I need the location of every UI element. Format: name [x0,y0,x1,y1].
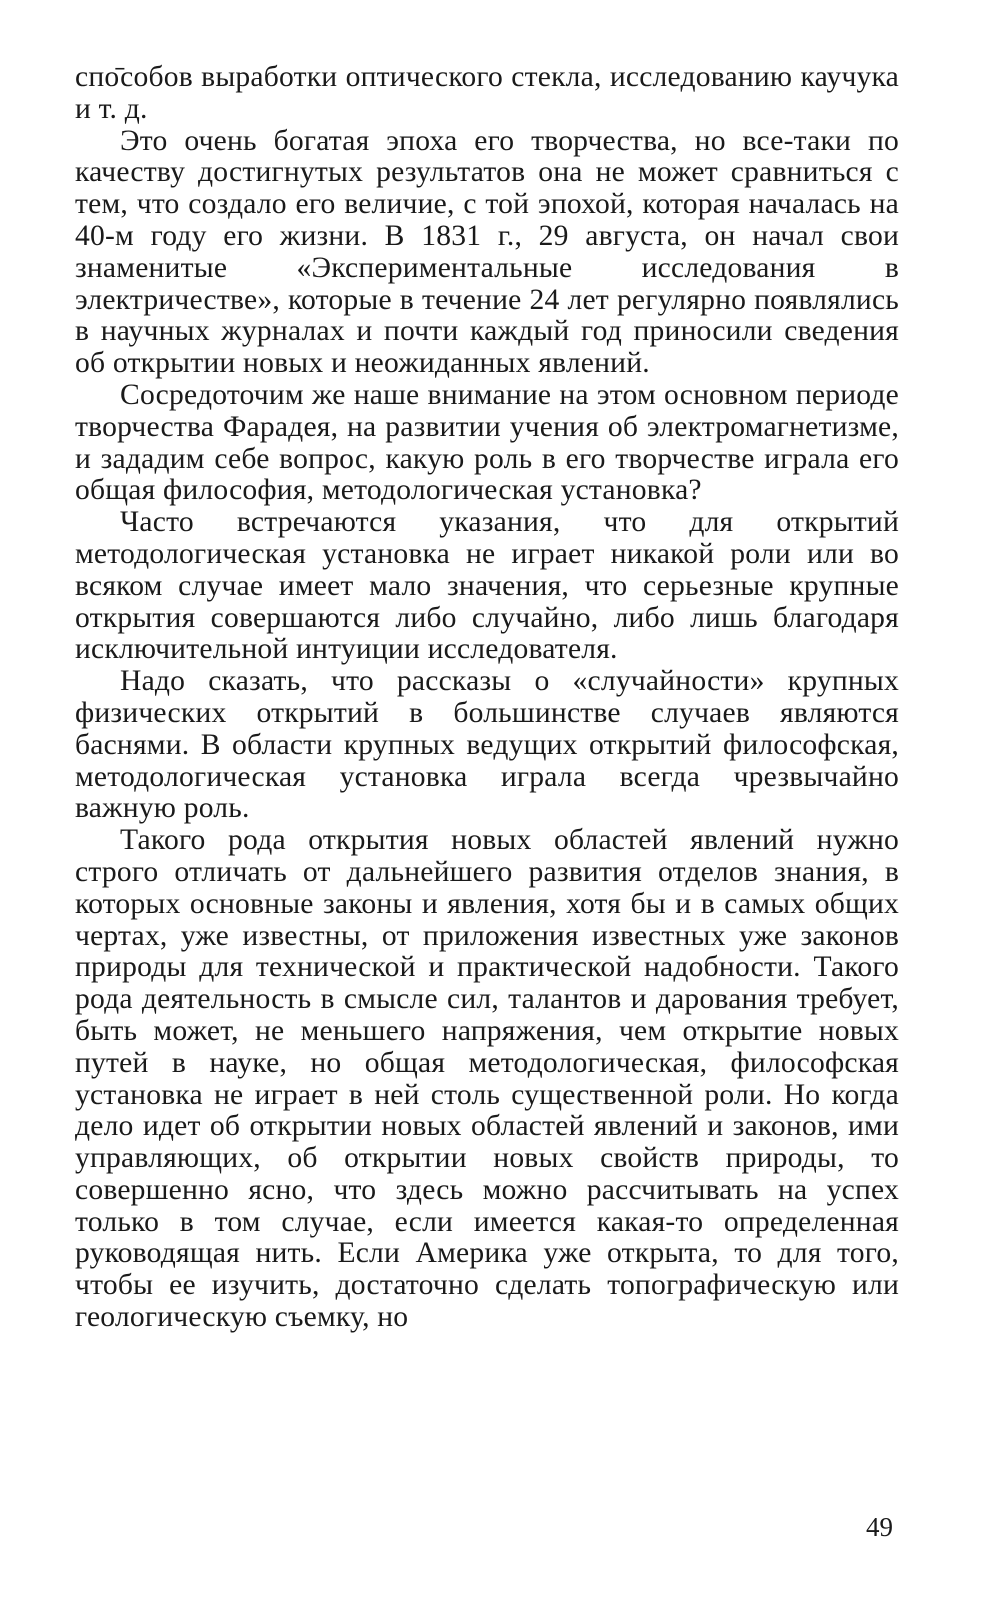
paragraph-continuation: спо̄собов выработки оптического стекла, исследованию каучука и т. д. [75,61,899,125]
page-number: 49 [866,1512,893,1542]
paragraph: Это очень богатая эпоха его творчества, но все-таки по качеству достигнутых результатов она не может сравниться с тем, что создало его величие, с той эпохой, которая началась на 40-м году его жизни. В 1831 г., 29 августа, он начал свои знаменитые «Экспериментальные исследования в электричестве», которые в течение 24 лет регулярно появлялись в научных журналах и почти каждый год приносили сведения об открытии новых и неожиданных явлений. [75,124,899,380]
paragraph: Такого рода открытия новых областей явлений нужно строго отличать от дальнейшего развития отделов знания, в которых основные законы и явления, хотя бы и в самых общих чертах, уже известны, от приложения известных уже законов природы для технической и практической надобности. Такого рода деятельность в смысле сил, талантов и дарования требует, быть может, не меньшего напряжения, чем открытие новых путей в науке, но общая методологическая, философская установка не играет в ней столь существенной роли. Но когда дело идет об открытии новых областей явлений и законов, ими управляющих, об открытии новых свойств природы, то совершенно ясно, что здесь можно рассчитывать на успех только в том случае, если имеется какая-то определенная руководящая нить. Если Америка уже открыта, то для того, чтобы ее изучить, достаточно сделать топографическую или геологическую съемку, но [75,824,899,1334]
paragraph: Часто встречаются указания, что для открытий методологическая установка не играет никакой роли или во всяком случае имеет мало значения, что серьезные крупные открытия совершаются либо случайно, либо лишь благодаря исключительной интуиции исследователя. [75,506,899,666]
paragraph: Сосредоточим же наше внимание на этом основном периоде творчества Фарадея, на развитии учения об электромагнетизме, и зададим себе вопрос, какую роль в его творчестве играла его общая философия, методологическая установка? [75,378,899,507]
paragraph: Надо сказать, что рассказы о «случайности» крупных физических открытий в большинстве случаев являются баснями. В области крупных ведущих открытий философская, методологическая установка играла всегда чрезвычайно важную роль. [75,665,899,825]
page-body [75,62,899,1582]
